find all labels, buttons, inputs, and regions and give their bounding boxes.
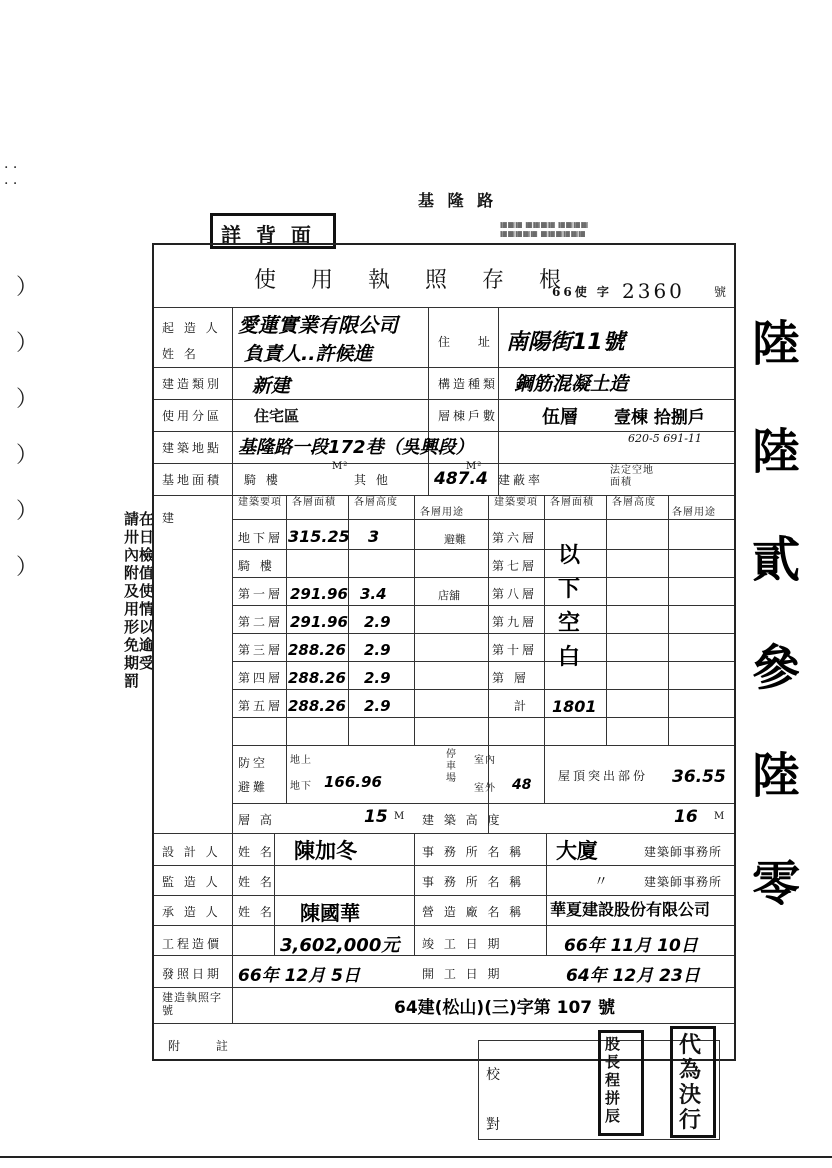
label-contractor-name: 姓 名 [238,905,275,919]
label-permit-no: 建造執照字號 [162,991,222,1017]
f1-height: 3.4 [360,585,387,603]
label-applicant: 起 造 人 [162,321,221,335]
proof-label: 校 對 [486,1067,500,1133]
label-underground: 地下 [290,781,312,792]
structure-type-value: 鋼筋混凝土造 [514,373,629,395]
label-indoor: 室內 [474,755,496,766]
basement-use: 避難 [444,533,466,546]
parking-outdoor-value: 48 [512,777,532,793]
applicant-value: 愛蓮實業有限公司 [238,313,398,337]
row-fn: 第 層 [492,671,529,685]
row-f9: 第九層 [492,615,538,629]
below-blank-note: 以下空白 [558,543,581,670]
label-statutory-open-area: 法定空地面積 [610,465,654,488]
col-use-left: 各層用途 [420,507,464,518]
label-roof-protrusion: 屋頂突出部份 [558,769,649,783]
basement-area: 315.25 [288,527,350,546]
row-f8: 第八層 [492,587,538,601]
section-chief-stamp [598,1030,644,1136]
col-height-left: 各層高度 [354,497,398,508]
supervisor-office-value: 〃 [594,874,608,890]
road-name: 基 隆 路 [418,191,498,210]
delegated-decision-text: 代為決行 [679,1032,702,1133]
f4-area: 288.26 [288,669,346,687]
label-build: 建 [162,511,178,525]
f2-area: 291.96 [290,613,348,631]
label-address: 住 址 [438,335,502,349]
label-site-area: 基地面積 [162,473,223,487]
margin-marks-left: · · · · [4,160,18,192]
unit-m-height: M [394,811,406,822]
issue-date-value: 66年 12月 5日 [238,966,360,986]
row-f10: 第十層 [492,643,538,657]
label-supervisor-office: 事 務 所 名 稱 [422,875,525,889]
other-area-value: 487.4 [434,469,488,489]
see-back-text: 詳 背 面 [221,223,315,247]
row-f5: 第五層 [238,699,284,713]
label-use-zone: 使用分區 [162,409,223,423]
label-building-height: 建 築 高 度 [422,813,503,827]
margin-marks-left-2: ） ） ） ） ） ） [16,275,39,580]
label-remarks: 附 註 [168,1039,244,1053]
label-storey-height: 層 高 [238,813,275,827]
license-prefix: 66使 字 [552,285,612,299]
label-building-class: 建造類別 [162,377,223,391]
label-other: 其 他 [354,473,391,487]
address-value: 南陽街11號 [506,330,625,355]
shelter-underground-value: 166.96 [324,773,382,791]
unit-sqm-2: M² [466,461,483,472]
start-date-value: 64年 12月 23日 [566,966,700,986]
f3-area: 288.26 [288,641,346,659]
bottom-line [0,1156,832,1158]
license-suffix: 號 [714,285,730,299]
f2-height: 2.9 [364,613,391,631]
f4-height: 2.9 [364,669,391,687]
label-structure-type: 構造種類 [438,377,499,391]
label-designer-office: 事 務 所 名 稱 [422,845,525,859]
roof-protrusion-value: 36.55 [672,767,726,787]
contractor-firm-value: 華夏建設股份有限公司 [550,900,711,919]
right-vertical-number: 陸陸貳參陸零 [752,316,801,912]
col-area-right: 各層面積 [550,497,594,508]
label-coverage: 建蔽率 [498,473,544,487]
label-designer-name: 姓 名 [238,845,275,859]
unit-m-bheight: M [714,811,726,822]
f1-use: 店舖 [438,589,460,602]
label-supervisor: 監 造 人 [162,875,221,889]
col-height-right: 各層高度 [612,497,656,508]
row-f6: 第六層 [492,531,538,545]
f1-area: 291.96 [290,585,348,603]
row-f1: 第一層 [238,587,284,601]
storey-height-value: 15 [364,807,388,827]
label-issue-date: 發照日期 [162,967,223,981]
label-architect-office-2: 建築師事務所 [644,875,723,889]
permit-no-value: 64建(松山)(三)字第 107 號 [394,998,616,1018]
designer-value: 陳加冬 [294,839,357,863]
col-use-right: 各層用途 [672,507,716,518]
delegated-decision-stamp [670,1026,716,1138]
contractor-value: 陳國華 [300,901,360,925]
left-vertical-note: 請在卅日內檢附值及使用情形以免逾期受罰 [124,510,155,690]
label-designer: 設 計 人 [162,845,221,859]
unit-sqm-1: M² [332,461,349,472]
label-arcade: 騎 樓 [244,473,281,487]
col-area-left: 各層面積 [292,497,336,508]
basement-height: 3 [368,527,380,546]
license-number: 2360 [622,279,685,303]
label-contractor: 承 造 人 [162,905,221,919]
row-total: 計 [514,699,530,713]
cost-value: 3,602,000元 [280,935,400,956]
floors-value: 伍層 [542,407,578,428]
label-supervisor-name: 姓 名 [238,875,275,889]
form-title: 使 用 執 照 存 根 [254,268,575,293]
building-height-value: 16 [674,807,698,827]
label-completion-date: 竣 工 日 期 [422,937,503,951]
row-basement: 地下層 [238,531,284,545]
label-contractor-firm: 營 造 廠 名 稱 [422,905,525,919]
stamp-small-right: ▦▦▦ ▦▦▦▦ ▦▦▦▦ ▦▦▦▦▦ ▦▦▦▦▦▦ [500,220,589,238]
label-start-date: 開 工 日 期 [422,967,503,981]
label-building-location: 建築地點 [162,441,223,455]
label-shelter: 防空避難 [238,756,269,794]
label-floors-units: 層棟戶數 [438,409,499,423]
f5-area: 288.26 [288,697,346,715]
label-cost: 工程造價 [162,937,223,951]
f3-height: 2.9 [364,641,391,659]
col-item-left: 建築要項 [238,497,282,508]
row-arcade: 騎 樓 [238,559,275,573]
row-f7: 第七層 [492,559,538,573]
location-value: 基隆路一段172巷（吳興段） [238,437,474,458]
building-class-value: 新建 [252,375,291,397]
use-zone-value: 住宅區 [254,407,300,425]
lot-no-value: 620-5 691-11 [628,432,702,445]
row-f3: 第三層 [238,643,284,657]
row-f2: 第二層 [238,615,284,629]
completion-date-value: 66年 11月 10日 [564,936,698,956]
total-area: 1801 [552,697,597,716]
label-outdoor: 室外 [474,783,496,794]
units-value: 壹棟 拾捌戶 [614,408,705,428]
label-ground: 地上 [290,755,312,766]
col-item-right: 建築要項 [494,497,538,508]
label-name: 姓 名 [162,347,199,361]
f5-height: 2.9 [364,697,391,715]
label-architect-office-1: 建築師事務所 [644,845,723,859]
label-parking: 停車場 [446,749,457,784]
row-f4: 第四層 [238,671,284,685]
representative-value: 負責人..許候進 [244,343,373,365]
license-form [152,243,736,1061]
section-chief-text: 股長 程 拼 辰 [605,1035,621,1125]
designer-office-value: 大廈 [556,839,598,863]
